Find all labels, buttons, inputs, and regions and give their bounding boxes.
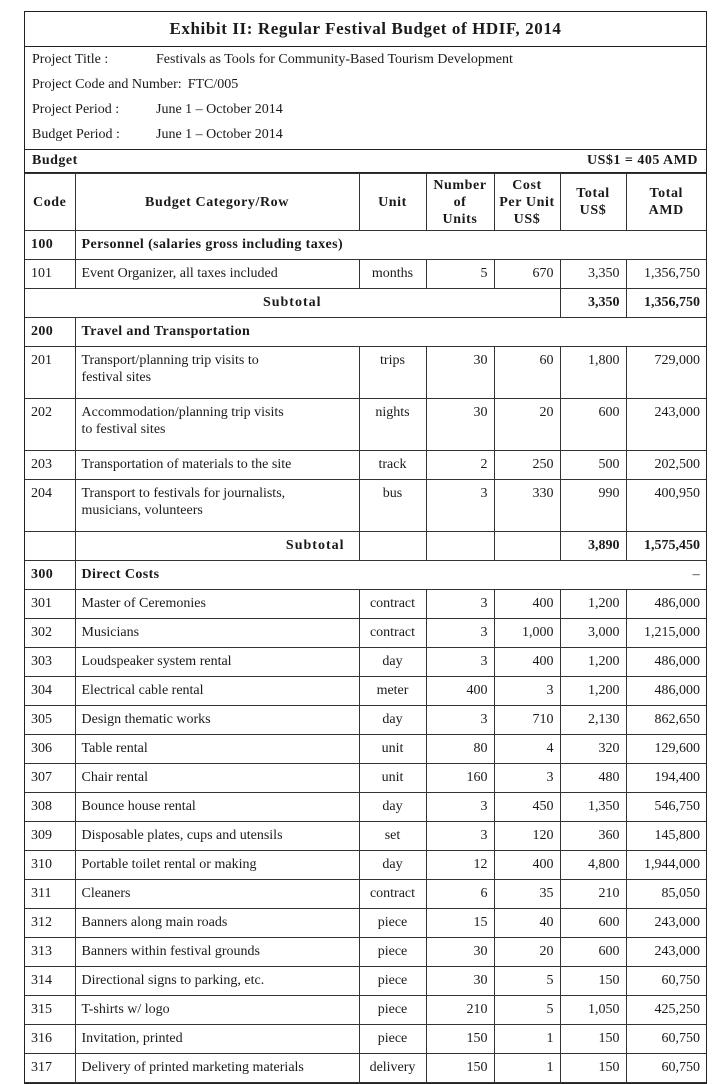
cell-total-usd: 1,050 — [560, 996, 626, 1025]
cell-total-amd: 1,944,000 — [626, 851, 706, 880]
cell-number: 30 — [426, 967, 494, 996]
category-line: Accommodation/planning trip visits — [81, 405, 284, 420]
cell-unit: set — [359, 822, 426, 851]
cell-cost-per-unit: 330 — [494, 480, 560, 532]
cell-category — [75, 1025, 359, 1054]
section-amd-note — [626, 318, 706, 347]
cell-total-usd: 1,200 — [560, 590, 626, 619]
cell-number: 3 — [426, 648, 494, 677]
subtotal-label: Subtotal — [75, 532, 359, 561]
cell-unit: contract — [359, 880, 426, 909]
info-label: Project Code and Number: — [32, 76, 182, 92]
info-value: June 1 – October 2014 — [156, 101, 283, 117]
cell-cost-per-unit: 3 — [494, 764, 560, 793]
cell-code: 311 — [25, 880, 75, 909]
category-line: Banners along main roads — [81, 915, 228, 930]
project-period-row — [25, 97, 706, 122]
cell-code: 305 — [25, 706, 75, 735]
cell-number: 400 — [426, 677, 494, 706]
category-line: Cleaners — [81, 886, 131, 901]
table-row — [25, 619, 706, 648]
cell-code: 309 — [25, 822, 75, 851]
category-line: Musicians — [81, 625, 140, 640]
table-row — [25, 1054, 706, 1083]
cell-total-usd: 210 — [560, 880, 626, 909]
budget-period-row — [25, 122, 706, 147]
info-value: FTC/005 — [187, 76, 239, 92]
cell-total-amd: 425,250 — [626, 996, 706, 1025]
cell-category — [75, 880, 359, 909]
cell-code: 302 — [25, 619, 75, 648]
section-amd-note: – — [626, 561, 706, 590]
cell-number: 3 — [426, 619, 494, 648]
cell-unit: piece — [359, 1025, 426, 1054]
cell-unit: months — [359, 260, 426, 289]
cell-cost-per-unit: 5 — [494, 996, 560, 1025]
document-title: Exhibit II: Regular Festival Budget of HDIF, 2014 — [25, 12, 706, 47]
cell-unit: bus — [359, 480, 426, 532]
info-label: Budget Period : — [32, 126, 120, 142]
cell-code: 307 — [25, 764, 75, 793]
cell-number: 80 — [426, 735, 494, 764]
cell-category — [75, 822, 359, 851]
cell-code: 310 — [25, 851, 75, 880]
category-line: Master of Ceremonies — [81, 596, 206, 611]
cell-code: 201 — [25, 347, 75, 399]
header-total-amd — [626, 174, 706, 231]
cell-category — [75, 938, 359, 967]
cell-cost-per-unit: 3 — [494, 677, 560, 706]
cell-unit: piece — [359, 909, 426, 938]
table-row — [25, 399, 706, 451]
budget-label: Budget — [32, 153, 78, 168]
cell-category — [75, 706, 359, 735]
cell-cost-per-unit: 40 — [494, 909, 560, 938]
category-line: Delivery of printed marketing materials — [81, 1060, 304, 1075]
info-label: Project Period : — [32, 101, 120, 117]
project-info — [25, 47, 706, 150]
table-row — [25, 706, 706, 735]
cell-unit: day — [359, 706, 426, 735]
subtotal-empty-cell — [359, 532, 426, 561]
cell-unit: contract — [359, 619, 426, 648]
table-row — [25, 260, 706, 289]
project-code-row — [25, 72, 706, 97]
header-unit: Unit — [359, 174, 426, 231]
category-line: Transport to festivals for journalists, — [81, 486, 286, 501]
cell-code: 301 — [25, 590, 75, 619]
cell-total-usd: 480 — [560, 764, 626, 793]
budget-document — [24, 11, 707, 1084]
project-title-row — [25, 47, 706, 72]
header-line: Number — [433, 177, 487, 193]
category-line: T-shirts w/ logo — [81, 1002, 170, 1017]
header-line: Total — [576, 186, 610, 201]
category-line: Transportation of materials to the site — [81, 457, 292, 472]
cell-category — [75, 619, 359, 648]
table-row — [25, 822, 706, 851]
cell-unit: piece — [359, 967, 426, 996]
header-line: Units — [442, 211, 478, 227]
subtotal-empty-cell — [25, 532, 75, 561]
cell-number: 30 — [426, 938, 494, 967]
header-cost-per-unit — [494, 174, 560, 231]
cell-category — [75, 260, 359, 289]
cell-code: 308 — [25, 793, 75, 822]
cell-code: 315 — [25, 996, 75, 1025]
cell-unit: day — [359, 648, 426, 677]
table-header-row — [25, 174, 706, 231]
cell-unit: meter — [359, 677, 426, 706]
cell-number: 3 — [426, 706, 494, 735]
header-line: Total — [649, 186, 684, 201]
budget-table — [25, 173, 706, 1083]
subtotal-empty-cell — [426, 532, 494, 561]
cell-total-amd: 729,000 — [626, 347, 706, 399]
table-row — [25, 1025, 706, 1054]
cell-total-usd: 150 — [560, 967, 626, 996]
category-line: Loudspeaker system rental — [81, 654, 232, 669]
category-line: Design thematic works — [81, 712, 211, 727]
cell-total-amd: 60,750 — [626, 1054, 706, 1083]
cell-unit: nights — [359, 399, 426, 451]
subtotal-usd: 3,890 — [560, 532, 626, 561]
cell-total-amd: 243,000 — [626, 909, 706, 938]
cell-number: 210 — [426, 996, 494, 1025]
cell-total-amd: 85,050 — [626, 880, 706, 909]
table-row — [25, 648, 706, 677]
cell-cost-per-unit: 400 — [494, 851, 560, 880]
cell-total-amd: 60,750 — [626, 1025, 706, 1054]
cell-category — [75, 677, 359, 706]
table-body — [25, 231, 706, 1083]
cell-total-usd: 1,200 — [560, 677, 626, 706]
cell-number: 12 — [426, 851, 494, 880]
cell-category — [75, 793, 359, 822]
cell-total-usd: 600 — [560, 399, 626, 451]
cell-unit: track — [359, 451, 426, 480]
section-code: 100 — [25, 231, 75, 260]
cell-number: 30 — [426, 347, 494, 399]
cell-category — [75, 735, 359, 764]
cell-total-usd: 4,800 — [560, 851, 626, 880]
cell-cost-per-unit: 250 — [494, 451, 560, 480]
header-category: Budget Category/Row — [75, 174, 359, 231]
table-row — [25, 938, 706, 967]
section-row — [25, 318, 706, 347]
cell-total-usd: 1,200 — [560, 648, 626, 677]
cell-cost-per-unit: 450 — [494, 793, 560, 822]
section-amd-note — [626, 231, 706, 260]
cell-number: 3 — [426, 590, 494, 619]
section-code: 300 — [25, 561, 75, 590]
header-total-usd — [560, 174, 626, 231]
section-title: Travel and Transportation — [75, 318, 626, 347]
table-row — [25, 451, 706, 480]
cell-number: 160 — [426, 764, 494, 793]
cell-unit: piece — [359, 938, 426, 967]
header-number-of-units — [426, 174, 494, 231]
header-line: Per Unit — [499, 194, 555, 210]
cell-total-usd: 3,350 — [560, 260, 626, 289]
table-row — [25, 851, 706, 880]
cell-category — [75, 347, 359, 399]
cell-cost-per-unit: 670 — [494, 260, 560, 289]
cell-cost-per-unit: 35 — [494, 880, 560, 909]
cell-unit: unit — [359, 735, 426, 764]
cell-total-amd: 243,000 — [626, 938, 706, 967]
cell-cost-per-unit: 4 — [494, 735, 560, 764]
cell-category — [75, 764, 359, 793]
cell-category — [75, 648, 359, 677]
exchange-rate: US$1 = 405 AMD — [586, 153, 698, 168]
category-line: Banners within festival grounds — [81, 944, 260, 959]
category-line: Portable toilet rental or making — [81, 857, 257, 872]
header-line: AMD — [648, 203, 684, 218]
cell-cost-per-unit: 1,000 — [494, 619, 560, 648]
cell-total-amd: 400,950 — [626, 480, 706, 532]
header-line: US$ — [513, 211, 541, 227]
table-row — [25, 677, 706, 706]
header-line: US$ — [579, 203, 607, 218]
table-row — [25, 909, 706, 938]
subtotal-label: Subtotal — [25, 289, 560, 318]
section-row — [25, 561, 706, 590]
cell-number: 15 — [426, 909, 494, 938]
subtotal-usd: 3,350 — [560, 289, 626, 318]
cell-code: 316 — [25, 1025, 75, 1054]
cell-total-amd: 60,750 — [626, 967, 706, 996]
cell-code: 203 — [25, 451, 75, 480]
cell-total-amd: 486,000 — [626, 648, 706, 677]
cell-category — [75, 967, 359, 996]
cell-total-usd: 600 — [560, 938, 626, 967]
cell-total-usd: 360 — [560, 822, 626, 851]
cell-cost-per-unit: 20 — [494, 938, 560, 967]
cell-unit: day — [359, 793, 426, 822]
cell-number: 30 — [426, 399, 494, 451]
cell-cost-per-unit: 120 — [494, 822, 560, 851]
cell-total-amd: 145,800 — [626, 822, 706, 851]
cell-category — [75, 1054, 359, 1083]
section-row — [25, 231, 706, 260]
category-line: Chair rental — [81, 770, 148, 785]
category-line: Invitation, printed — [81, 1031, 183, 1046]
info-label: Project Title : — [32, 51, 109, 67]
subtotal-empty-cell — [494, 532, 560, 561]
cell-unit: day — [359, 851, 426, 880]
section-title: Personnel (salaries gross including taxes) — [75, 231, 626, 260]
cell-code: 101 — [25, 260, 75, 289]
cell-total-usd: 990 — [560, 480, 626, 532]
header-line: of — [453, 194, 467, 210]
table-row — [25, 590, 706, 619]
cell-total-usd: 2,130 — [560, 706, 626, 735]
info-value: Festivals as Tools for Community-Based Tourism Development — [156, 51, 513, 67]
cell-number: 6 — [426, 880, 494, 909]
cell-total-amd: 202,500 — [626, 451, 706, 480]
cell-code: 317 — [25, 1054, 75, 1083]
cell-code: 202 — [25, 399, 75, 451]
cell-number: 5 — [426, 260, 494, 289]
subtotal-amd: 1,575,450 — [626, 532, 706, 561]
table-row — [25, 735, 706, 764]
cell-category — [75, 590, 359, 619]
cell-total-usd: 500 — [560, 451, 626, 480]
info-value: June 1 – October 2014 — [156, 126, 283, 142]
cell-category — [75, 851, 359, 880]
category-line: Table rental — [81, 741, 148, 756]
cell-code: 304 — [25, 677, 75, 706]
cell-category — [75, 451, 359, 480]
cell-code: 312 — [25, 909, 75, 938]
category-line: to festival sites — [81, 422, 166, 437]
cell-unit: trips — [359, 347, 426, 399]
cell-unit: piece — [359, 996, 426, 1025]
cell-code: 303 — [25, 648, 75, 677]
cell-total-amd: 1,215,000 — [626, 619, 706, 648]
subtotal-row — [25, 532, 706, 561]
cell-cost-per-unit: 400 — [494, 590, 560, 619]
cell-category — [75, 399, 359, 451]
subtotal-amd: 1,356,750 — [626, 289, 706, 318]
budget-bar — [25, 150, 706, 173]
cell-total-amd: 862,650 — [626, 706, 706, 735]
cell-total-usd: 1,350 — [560, 793, 626, 822]
cell-category — [75, 480, 359, 532]
cell-unit: contract — [359, 590, 426, 619]
cell-cost-per-unit: 400 — [494, 648, 560, 677]
cell-total-amd: 486,000 — [626, 677, 706, 706]
category-line: Electrical cable rental — [81, 683, 204, 698]
cell-total-amd: 129,600 — [626, 735, 706, 764]
table-row — [25, 880, 706, 909]
cell-number: 150 — [426, 1054, 494, 1083]
cell-code: 313 — [25, 938, 75, 967]
cell-cost-per-unit: 5 — [494, 967, 560, 996]
table-row — [25, 480, 706, 532]
header-code: Code — [25, 174, 75, 231]
cell-code: 306 — [25, 735, 75, 764]
cell-code: 314 — [25, 967, 75, 996]
cell-cost-per-unit: 710 — [494, 706, 560, 735]
cell-number: 3 — [426, 480, 494, 532]
cell-code: 204 — [25, 480, 75, 532]
section-code: 200 — [25, 318, 75, 347]
cell-total-amd: 243,000 — [626, 399, 706, 451]
table-row — [25, 793, 706, 822]
cell-total-amd: 194,400 — [626, 764, 706, 793]
cell-number: 3 — [426, 822, 494, 851]
cell-total-usd: 600 — [560, 909, 626, 938]
cell-total-amd: 1,356,750 — [626, 260, 706, 289]
table-row — [25, 996, 706, 1025]
table-row — [25, 347, 706, 399]
cell-total-usd: 320 — [560, 735, 626, 764]
category-line: Event Organizer, all taxes included — [81, 266, 278, 281]
category-line: Disposable plates, cups and utensils — [81, 828, 283, 843]
table-row — [25, 764, 706, 793]
cell-category — [75, 996, 359, 1025]
cell-unit: delivery — [359, 1054, 426, 1083]
table-row — [25, 967, 706, 996]
cell-cost-per-unit: 60 — [494, 347, 560, 399]
cell-number: 150 — [426, 1025, 494, 1054]
cell-total-amd: 486,000 — [626, 590, 706, 619]
cell-total-amd: 546,750 — [626, 793, 706, 822]
cell-total-usd: 150 — [560, 1054, 626, 1083]
cell-cost-per-unit: 1 — [494, 1025, 560, 1054]
category-line: Directional signs to parking, etc. — [81, 973, 265, 988]
cell-cost-per-unit: 20 — [494, 399, 560, 451]
cell-number: 2 — [426, 451, 494, 480]
subtotal-row — [25, 289, 706, 318]
cell-number: 3 — [426, 793, 494, 822]
category-line: Transport/planning trip visits to — [81, 353, 259, 368]
cell-category — [75, 909, 359, 938]
category-line: Bounce house rental — [81, 799, 196, 814]
cell-total-usd: 3,000 — [560, 619, 626, 648]
cell-cost-per-unit: 1 — [494, 1054, 560, 1083]
cell-total-usd: 1,800 — [560, 347, 626, 399]
category-line: festival sites — [81, 370, 152, 385]
header-line: Cost — [512, 177, 542, 193]
section-title: Direct Costs — [75, 561, 626, 590]
cell-unit: unit — [359, 764, 426, 793]
category-line: musicians, volunteers — [81, 503, 203, 518]
cell-total-usd: 150 — [560, 1025, 626, 1054]
